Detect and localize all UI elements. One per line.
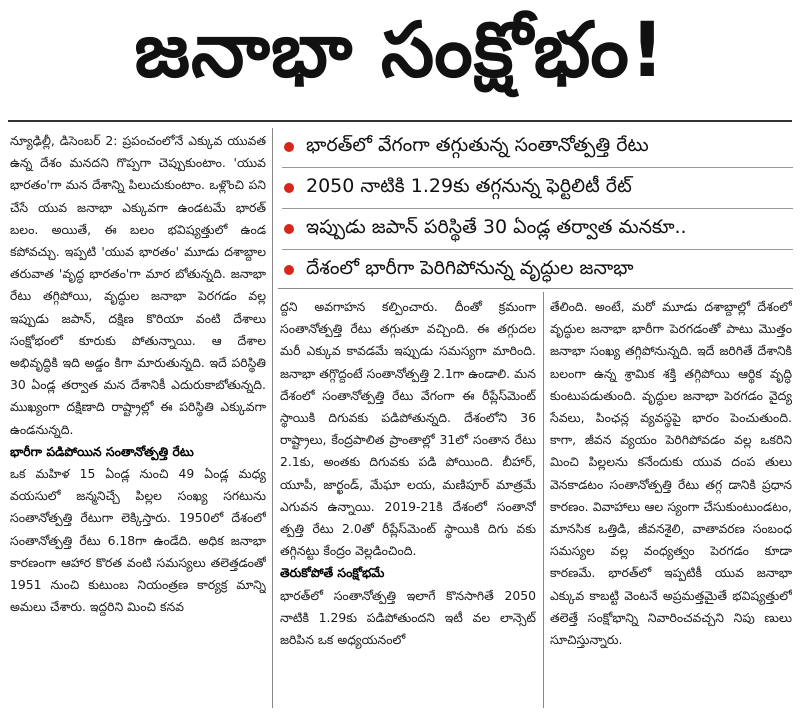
bullet-dot-icon bbox=[284, 265, 294, 275]
headline: జనాభా సంక్షోభం! bbox=[134, 5, 666, 94]
headline-rule bbox=[8, 120, 792, 122]
bullet-dot-icon bbox=[284, 183, 294, 193]
highlight-item bbox=[278, 127, 793, 167]
article-paragraph: తేలింది. అంటే, మరో మూడు దశాబ్దాల్లో దేశంలో వృద్ధుల జనాభా భారీగా పెరగడంతో పాటు మొత్తం జనాభా సంఖ్య తగ్గిపోనున్నది. ఇదే జరిగితే దేశానికి బలంగా ఉన్న శ్రామిక శక్తి తగ్గిపోయి ఆర్థిక వృద్ధి కుంటుపడుతుంది. వృద్ధుల జనాభా పెరగడం వైద్య సేవలు, పింఛన్ల వ్యవస్థపై భారం పెంచుతుంది. కాగా, జీవన వ్యయం పెరిగిపోవడం వల్ల ఒకరిని మించి పిల్లలను కనేందుకు యువ దంప తులు వెనకాడటం సంతానోత్పత్తి రేటు తగ్గ డానికి ప్రధాన కారణం. వివాహాలు ఆల స్యంగా చేసుకుంటుండటం, మానసిక ఒత్తిడి, జీవనశైలి, వాతావరణ సంబంధ సమస్యల వల్ల వంధ్యత్వం పెరగడం కూడా కారణమే. భారత్‌లో ఇప్పటికీ యువ జనాభా ఎక్కువ కాబట్టి వెంటనే అప్రమత్తమైతే భవిష్యత్తులో తలెత్తే సంక్షోభాన్ని నివారించవచ్చని నిపు ణులు సూచిస్తున్నారు. bbox=[550, 299, 792, 648]
article-paragraph: ద్దని అవగాహన కల్పించారు. దీంతో క్రమంగా సంతానోత్పత్తి రేటు తగ్గుతూ వచ్చింది. ఈ తగ్గుదల మరీ ఎక్కువ కావడమే ఇప్పుడు సమస్యగా మారింది. జనాభా తగ్గొద్దంటే సంతానోత్పత్తి 2.1గా ఉండాలి. మన దేశంలో సంతానోత్పత్తి రేటు వేగంగా ఈ రీప్లేస్‌మెంట్ స్థాయికి దిగువకు పడిపోతున్నది. దేశంలోని 36 రాష్ట్రాలు, కేంద్రపాలిత ప్రాంతాల్లో 31లో సంతాన రేటు 2.1కు, అంతకు దిగువకు పడి పోయింది. బీహార్, యూపీ, జార్ఖండ్, మేఘా లయ, మణిపూర్ మాత్రమే ఎగువన ఉన్నాయి. 2019-21కి దేశంలో సంతానో త్పత్తి రేటు 2.0తో రీప్లేస్‌మెంట్ స్థాయికి దిగు వకు తగ్గినట్టు కేంద్రం వెల్లడించింది. bbox=[280, 299, 536, 559]
article-column-3 bbox=[550, 296, 792, 706]
article-paragraph: ఒక మహిళ 15 ఏండ్ల నుంచి 49 ఏండ్ల మధ్య వయసులో జన్మనిచ్చే పిల్లల సంఖ్య సగటును సంతానోత్పత్తి రేటుగా లెక్కిస్తారు. 1950లో దేశంలో సంతానోత్పత్తి రేటు 6.18గా ఉండేది. అధిక జనాభా కారణంగా ఆహార కొరత వంటి సమస్యలు తలెత్తడంతో 1951 నుంచి కుటుంబ నియంత్రణ కార్యక్ర మాన్ని అమలు చేశారు. ఇద్దరిని మించి కనవ bbox=[10, 466, 266, 615]
section-subhead: తెరుకోపోతే సంక్షోభమే bbox=[280, 565, 385, 581]
highlight-item bbox=[278, 209, 793, 249]
section-subhead: భారీగా పడిపోయిన సంతానోత్పత్తి రేటు bbox=[10, 443, 194, 459]
highlights-box bbox=[278, 127, 793, 287]
column-divider-1 bbox=[272, 128, 273, 708]
article-paragraph: భారత్‌లో సంతానోత్పత్తి ఇలాగే కొనసాగితే 2050 నాటికి 1.29కు పడిపోతుందని ఇటీ వల లాన్సెట్ జరిపిన ఒక అధ్యయనంలో bbox=[280, 587, 536, 648]
highlight-item bbox=[278, 168, 793, 208]
highlight-text: 2050 నాటికి 1.29కు తగ్గనున్న ఫెర్టిలిటీ రేట్ bbox=[306, 174, 632, 197]
column-divider-2 bbox=[543, 292, 544, 708]
article-column-2 bbox=[280, 296, 536, 706]
highlight-text: ఇప్పుడు జపాన్ పరిస్థితే 30 ఏండ్ల తర్వాత మనకూ.. bbox=[306, 215, 687, 238]
highlight-text: భారత్‌లో వేగంగా తగ్గుతున్న సంతానోత్పత్తి రేటు bbox=[306, 133, 649, 156]
article-column-1 bbox=[10, 130, 266, 706]
article-paragraph: న్యూఢిల్లీ, డిసెంబర్ 2: ప్రపంచంలోనే ఎక్కువ యువత ఉన్న దేశం మనదని గొప్పగా చెప్పుకుంటాం. 'యువ భారతం'గా మన దేశాన్ని పిలుచుకుంటాం. ఒళ్లొంచి పని చేసే యువ జనాభా ఎక్కువగా ఉండటమే భారత్ బలం. అయితే, ఈ బలం భవిష్యత్తులో ఉండ కపోవచ్చు. ఇప్పటి 'యువ భారతం' మూడు దశాబ్దాల తరువాత 'వృద్ధ భారతం'గా మార బోతున్నది. జనాభా రేటు తగ్గిపోయి, వృద్ధుల జనాభా పెరగడం వల్ల ఇప్పుడు జపాన్, దక్షిణ కొరియా వంటి దేశాలు సంక్షోభంలో కూరుకు పోతున్నాయి. ఆ దేశాల అభివృద్ధికి ఇది అడ్డం కిగా మారుతున్నది. ఇదే పరిస్థితి 30 ఏండ్ల తర్వాత మన దేశానికీ ఎదురుకాబోతున్నది. ముఖ్యంగా దక్షిణాది రాష్ట్రాల్లో ఈ పరిస్థితి ఎక్కువగా ఉండనున్నది. bbox=[10, 133, 266, 437]
bullet-dot-icon bbox=[284, 224, 294, 234]
highlight-text: దేశంలో భారీగా పెరిగిపోనున్న వృద్ధుల జనాభా bbox=[306, 256, 634, 279]
highlight-item bbox=[278, 250, 793, 290]
bullet-dot-icon bbox=[284, 142, 294, 152]
